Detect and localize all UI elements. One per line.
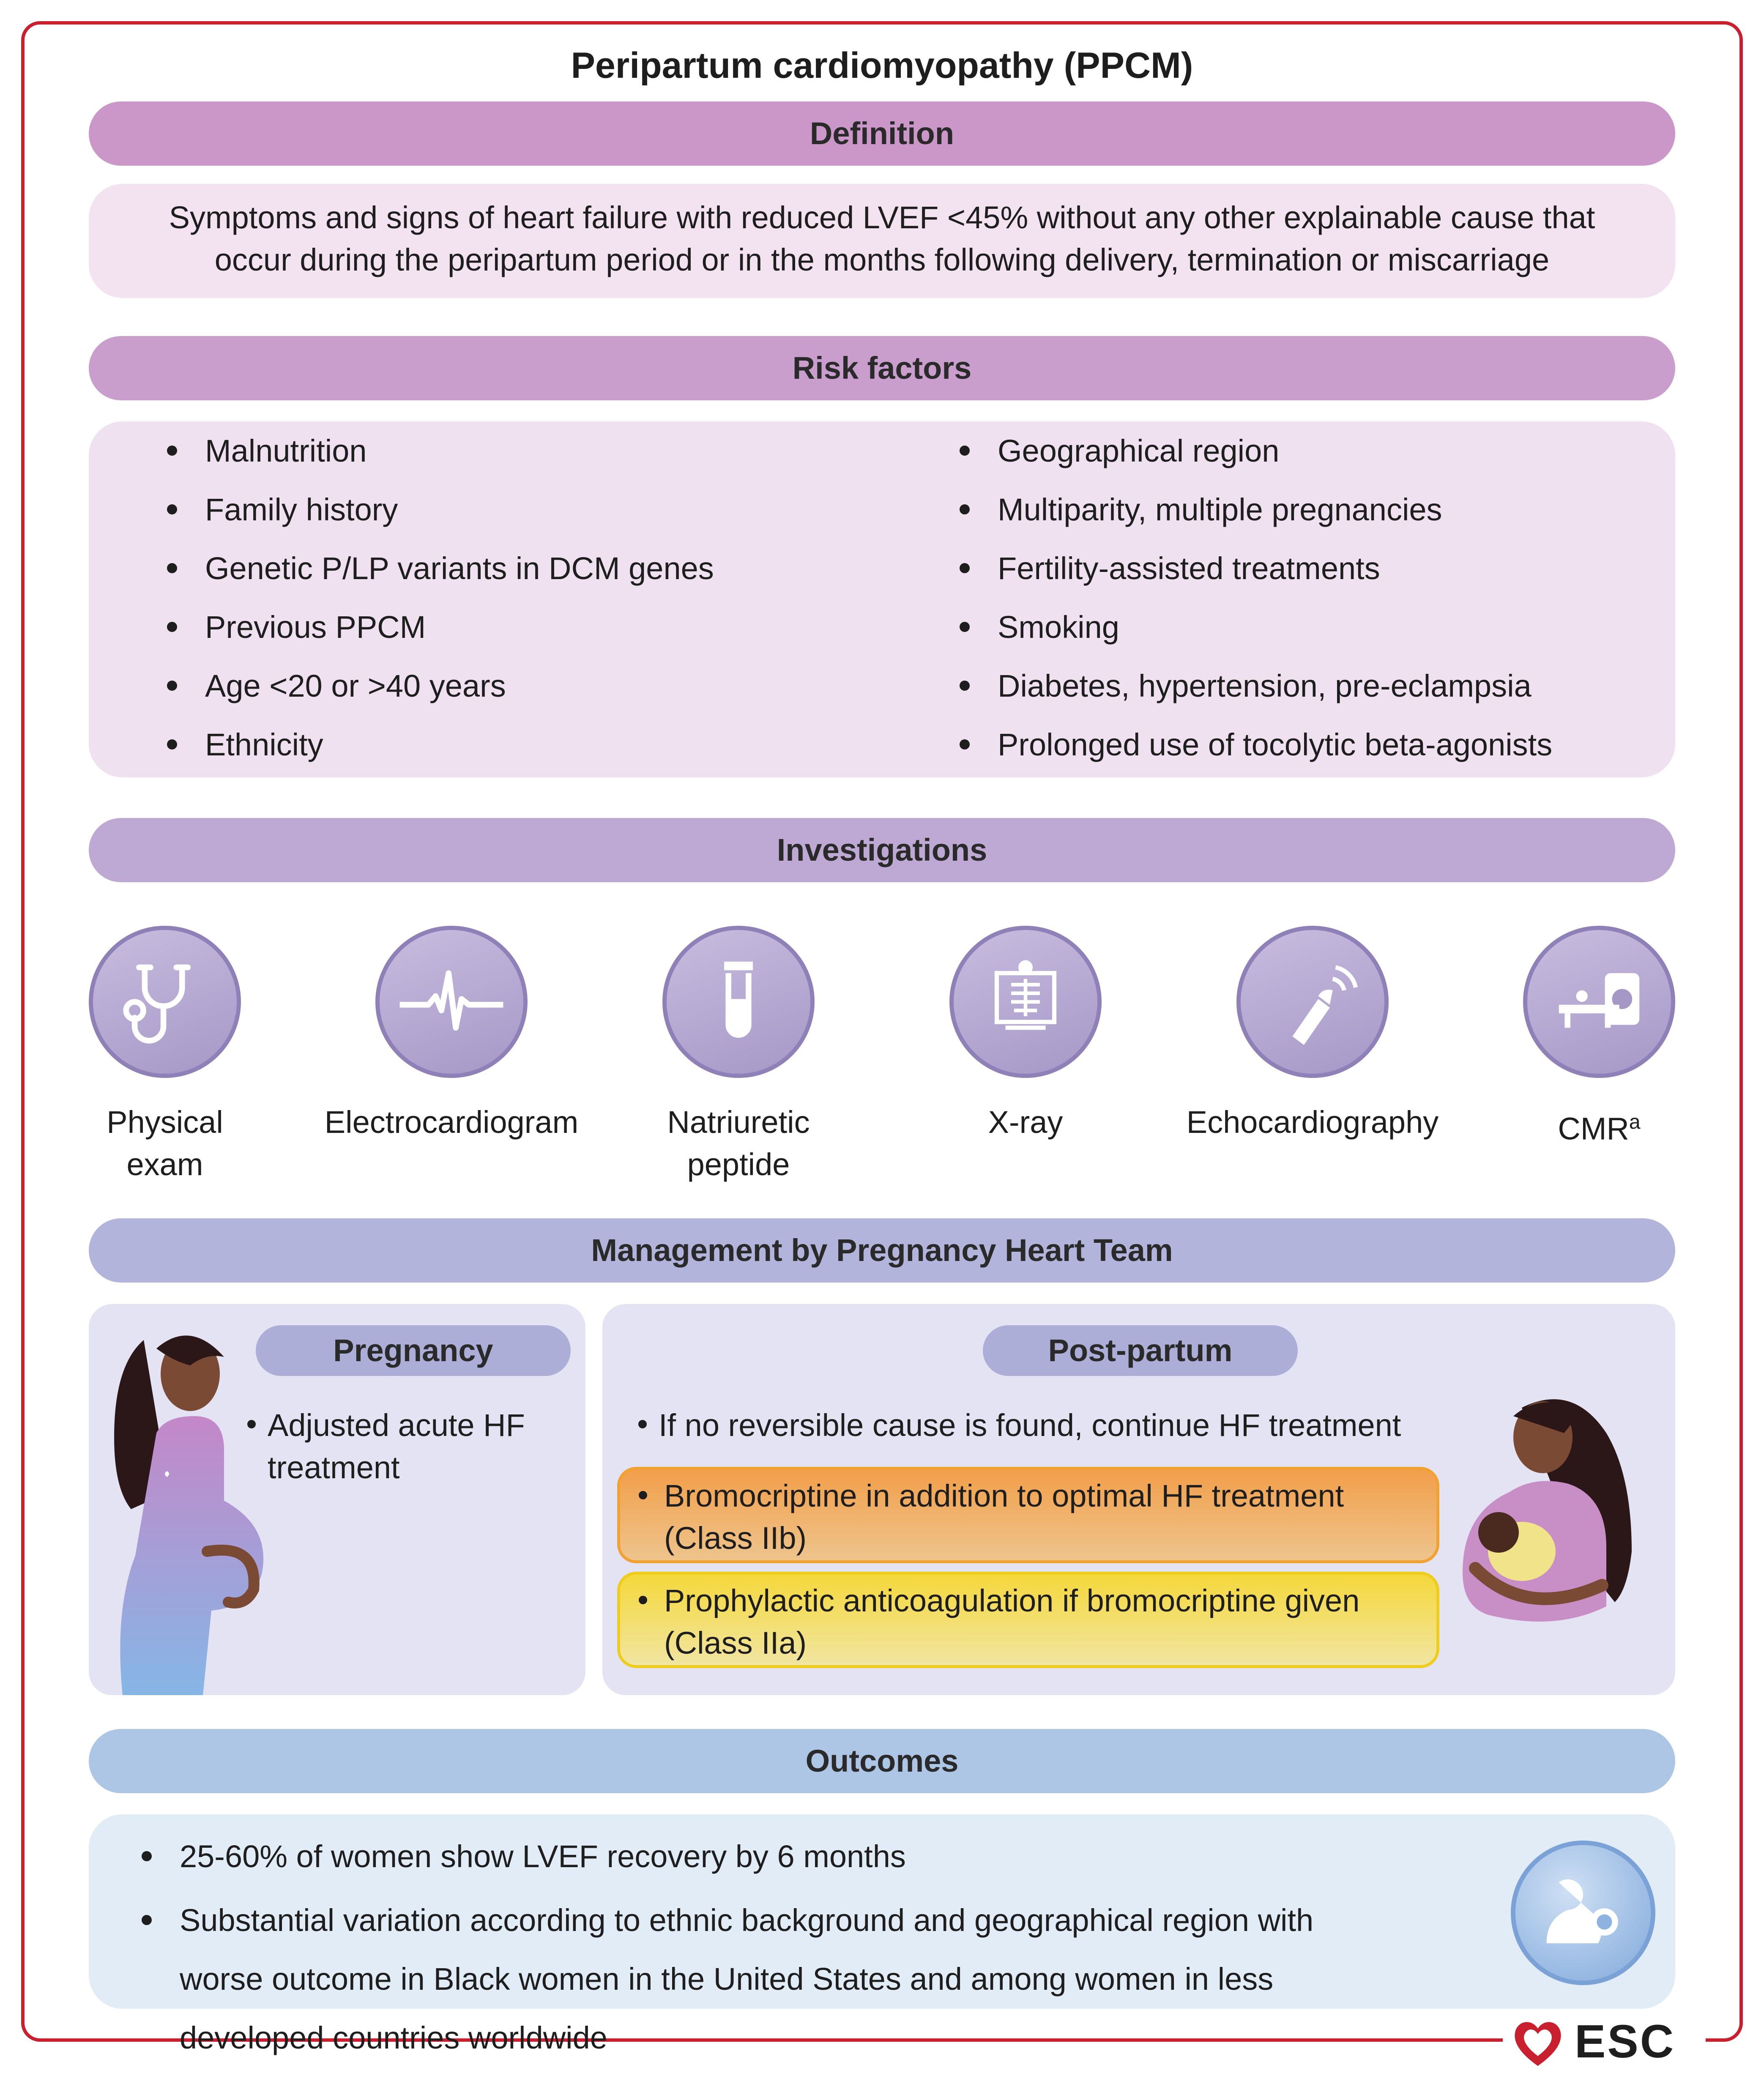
list-item: Prolonged use of tocolytic beta-agonists — [960, 715, 1657, 774]
definition-text — [89, 184, 1675, 281]
management-header: Management by Pregnancy Heart Team — [89, 1218, 1675, 1283]
mri-scanner-icon — [1523, 926, 1675, 1078]
list-item: Family history — [167, 480, 928, 539]
pregnancy-bullet: Adjusted acute HF treatment — [247, 1404, 577, 1489]
investigation-label-natriuretic-peptide: Natriuretic peptide — [667, 1105, 810, 1182]
list-item: Age <20 or >40 years — [167, 656, 928, 715]
list-item: Geographical region — [960, 421, 1657, 480]
investigation-label-electrocardiogram: Electrocardiogram — [324, 1105, 579, 1140]
list-item: Substantial variation according to ethnic background and geographical region with worse outcome in Black women in the United States and among women in less developed countries worldwide — [142, 1891, 1473, 1950]
list-item: Smoking — [960, 598, 1657, 656]
test-tube-icon — [662, 926, 815, 1078]
mother-baby-icon — [1507, 1837, 1659, 1989]
esc-logo-text: ESC — [1575, 2016, 1676, 2068]
investigation-label-cmr: CMR$^a$ — [1558, 1111, 1641, 1146]
pregnant-woman-illustration — [93, 1323, 271, 1695]
recommendation-anticoagulation: Prophylactic anticoagulation if bromocriptine given (Class IIa) — [617, 1572, 1439, 1668]
esc-logo — [1503, 2012, 1706, 2071]
list-item: Diabetes, hypertension, pre-eclampsia — [960, 656, 1657, 715]
postpartum-label: Post-partum — [983, 1325, 1298, 1376]
definition-panel — [89, 184, 1675, 298]
investigation-label-xray: X-ray — [988, 1105, 1063, 1140]
recommendation-bromocriptine: Bromocriptine in addition to optimal HF treatment (Class IIb) — [617, 1467, 1439, 1563]
page-title: Peripartum cardiomyopathy (PPCM) — [571, 45, 1193, 86]
risk-factors-left-list — [167, 421, 928, 774]
risk-factors-right-list — [960, 421, 1657, 774]
postpartum-bullet: If no reversible cause is found, continue HF treatment — [638, 1404, 1484, 1447]
investigation-label-echocardiography: Echocardiography — [1186, 1105, 1439, 1140]
xray-icon — [949, 926, 1102, 1078]
ecg-icon — [375, 926, 528, 1078]
list-item: Genetic P/LP variants in DCM genes — [167, 539, 928, 598]
risk-factors-header: Risk factors — [89, 336, 1675, 400]
definition-line-1: Symptoms and signs of heart failure with reduced LVEF <45% without any other explainable cause that — [169, 200, 1595, 235]
investigation-label-physical-exam: Physical exam — [107, 1105, 223, 1182]
stethoscope-icon — [89, 926, 241, 1078]
list-item: 25-60% of women show LVEF recovery by 6 months — [142, 1827, 1473, 1886]
definition-line-2: occur during the peripartum period or in the months following delivery, termination or miscarriage — [214, 242, 1550, 277]
breastfeeding-woman-illustration — [1441, 1391, 1661, 1653]
definition-header: Definition — [89, 101, 1675, 166]
outcomes-header: Outcomes — [89, 1729, 1675, 1793]
list-item: Multiparity, multiple pregnancies — [960, 480, 1657, 539]
ultrasound-probe-icon — [1236, 926, 1389, 1078]
list-item: Previous PPCM — [167, 598, 928, 656]
pregnancy-label: Pregnancy — [256, 1325, 571, 1376]
list-item: Fertility-assisted treatments — [960, 539, 1657, 598]
list-item: Ethnicity — [167, 715, 928, 774]
investigations-header: Investigations — [89, 818, 1675, 882]
list-item: Malnutrition — [167, 421, 928, 480]
outcomes-list — [142, 1827, 1473, 2055]
esc-heart-icon — [1510, 2016, 1565, 2069]
